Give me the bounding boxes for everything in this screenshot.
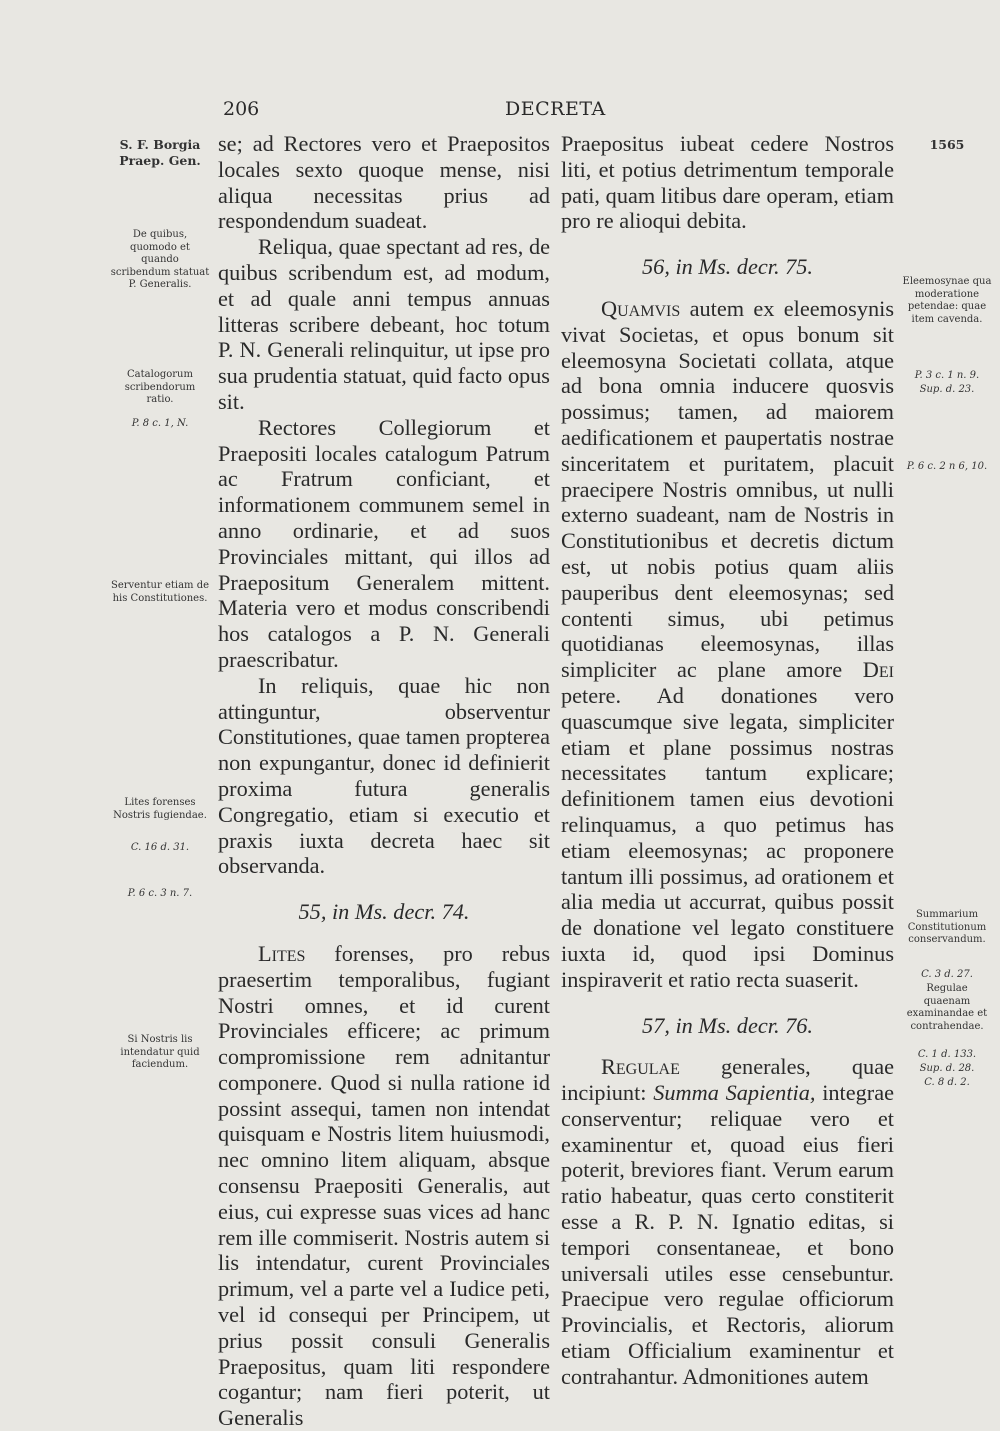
margin-ref: C. 3 d. 27. bbox=[921, 969, 973, 980]
dei-word: Dei bbox=[862, 657, 894, 683]
paragraph-text: generales, quae incipiunt: bbox=[561, 1054, 894, 1106]
margin-note-scribendum: De quibus, quomodo et quando scribendum statuat P. Generalis. bbox=[110, 229, 210, 290]
margin-ref: P. 6 c. 3 n. 7. bbox=[127, 888, 193, 899]
lead-word: Lites bbox=[258, 940, 306, 966]
paragraph: Rectores Collegiorum et Praepositi locales catalogum Patrum ac Fratrum conficiant, et informationem communem semel in anno ordinarie, et ad suos Provinciales mittant, qui illos ad Praepositum Generalem mittent. Materia vero et modus conscribendi hos catalogos a P. N. Generali praescribatur. bbox=[218, 414, 550, 672]
text-column-left bbox=[218, 131, 550, 1431]
margin-note-summarium: Summarium Constitutionum conservandum. bbox=[907, 909, 987, 945]
margin-ref: P. 6 c. 2 n 6, 10. bbox=[906, 461, 988, 472]
paragraph: Praepositus iubeat cedere Nostros liti, et potius detrimentum temporale pati, quam litibus dare operam, etiam pro re alioqui debita. bbox=[561, 131, 894, 234]
page-header bbox=[0, 98, 1000, 128]
decree-heading-57: 57, in Ms. decr. 76. bbox=[642, 1012, 813, 1038]
paragraph: se; ad Rectores vero et Praepositos locales sexto quoque mense, nisi aliqua necessitas prius ad respondendum suadeat. bbox=[218, 131, 550, 234]
paragraph-decree-55 bbox=[218, 941, 550, 1431]
margin-ref: P. 8 c. 1, N. bbox=[131, 418, 189, 429]
margin-ref: C. 16 d. 31. bbox=[130, 842, 190, 853]
margin-ref: Sup. d. 28. bbox=[919, 1063, 975, 1074]
margin-ref: P. 3 c. 1 n. 9. bbox=[914, 370, 980, 381]
margin-note-lis: Si Nostris lis intendatur quid faciendum. bbox=[120, 1034, 200, 1070]
running-title: DECRETA bbox=[505, 98, 606, 120]
margin-note-lites: Lites forenses Nostris fugiendae. bbox=[113, 797, 207, 821]
decree-heading-56: 56, in Ms. decr. 75. bbox=[642, 254, 813, 280]
margin-note-catalogorum: Catalogorum scribendorum ratio. bbox=[124, 369, 196, 405]
margin-note-eleemosynae: Eleemosynae qua moderatione petendae: quae item cavenda. bbox=[902, 276, 992, 325]
paragraph-text: autem ex eleemosynis vivat Societas, et opus bonum sit eleemosyna Societati collata, atque ad bona omnia inducere quosvis possimus; tamen, ad maiorem aedificationem et paupertatis nostrae sinceritatem et puritatem, placuit praecipere Nostris omnibus, ut nulli externo suadeant, nam de Nostris in Constitutionibus et decretis dictum est, ut nobis potius quam aliis pauperibus dent eleemosynas; sed contenti simus, ubi petimus quotidianas eleemosynas, illas simpliciter ac plane amore bbox=[561, 295, 894, 683]
margin-author: S. F. Borgia Praep. Gen. bbox=[119, 137, 201, 168]
margin-ref: Sup. d. 23. bbox=[919, 384, 975, 395]
paragraph: Reliqua, quae spectant ad res, de quibus scribendum est, ad modum, et ad quale anni tempus annuas litteras scribere debeant, hoc totum P. N. Generali relinquitur, ut ipse pro sua prudentia statuat, quid facto opus sit. bbox=[218, 234, 550, 414]
margin-note-constitutiones: Serventur etiam de his Constitutiones. bbox=[110, 580, 210, 604]
paragraph-text: integrae conserventur; reliquae vero et examinentur et, quoad eius fieri poterit, breviores fiant. Verum earum ratio habeatur, quas certo constiterit esse a R. P. N. Ignatio editas, si tempori consentaneae, et bono universali utiles esse censebuntur. Praecipue vero regulae officiorum Provincialis, et Rectoris, aliorum etiam Officialium examinentur et contrahantur. Admonitiones autem bbox=[561, 1080, 895, 1389]
decree-heading-55: 55, in Ms. decr. 74. bbox=[298, 899, 470, 925]
paragraph-decree-56 bbox=[561, 296, 894, 993]
italic-title: Summa Sapientia, bbox=[653, 1080, 816, 1106]
margin-ref: C. 8 d. 2. bbox=[924, 1077, 970, 1088]
paragraph-text: forenses, pro rebus praesertim temporalibus, fugiant Nostri omnes, et id curent Provinciales efficere; ac primum compromissione rem adnitantur componere. Quod si nulla ratione id possint assequi, tamen non intendat quisquam e Nostris litem huiusmodi, nec omnino litem aliquam, absque consensu Praepositi Generalis, aut eius, cui expresse suas vices ad hanc rem ille commiserit. Nostris autem si lis intendatur, curent Provinciales primum, vel a parte vel a Iudice peti, vel id consequi per Principem, ut prius possit consuli Generalis Praepositus, quam liti respondere cogantur; nam fieri poterit, ut Generalis bbox=[218, 940, 550, 1431]
margin-note-regulae: Regulae quaenam examinandae et contrahendae. bbox=[906, 983, 988, 1032]
lead-word: Regulae bbox=[601, 1054, 680, 1080]
paragraph: In reliquis, quae hic non attinguntur, observentur Constitutiones, quae tamen propterea non expungantur, donec id definierit proxima futura generalis Congregatio, etiam si executio et praxis iuxta decreta haec sit observanda. bbox=[218, 672, 550, 879]
lead-word: Quamvis bbox=[601, 295, 681, 321]
margin-year: 1565 bbox=[929, 137, 965, 152]
paragraph-decree-57 bbox=[561, 1054, 894, 1389]
page-number: 206 bbox=[223, 98, 260, 120]
margin-ref: C. 1 d. 133. bbox=[917, 1049, 977, 1060]
text-column-right bbox=[561, 131, 894, 1390]
paragraph-text: petere. Ad donationes vero quascumque sive legata, simpliciter etiam et plane possimus nostras necessitates tantum explicare; definitionem tamen eius devotioni relinquamus, a quo petimus has etiam eleemosynas; ac proponere tantum illi possimus, ad orationem et alia media ut accurrat, quibus possit de donatione vel legato constituere iuxta id, quod ipsi Dominus inspiraverit et ratio recta suaserit. bbox=[561, 682, 894, 992]
